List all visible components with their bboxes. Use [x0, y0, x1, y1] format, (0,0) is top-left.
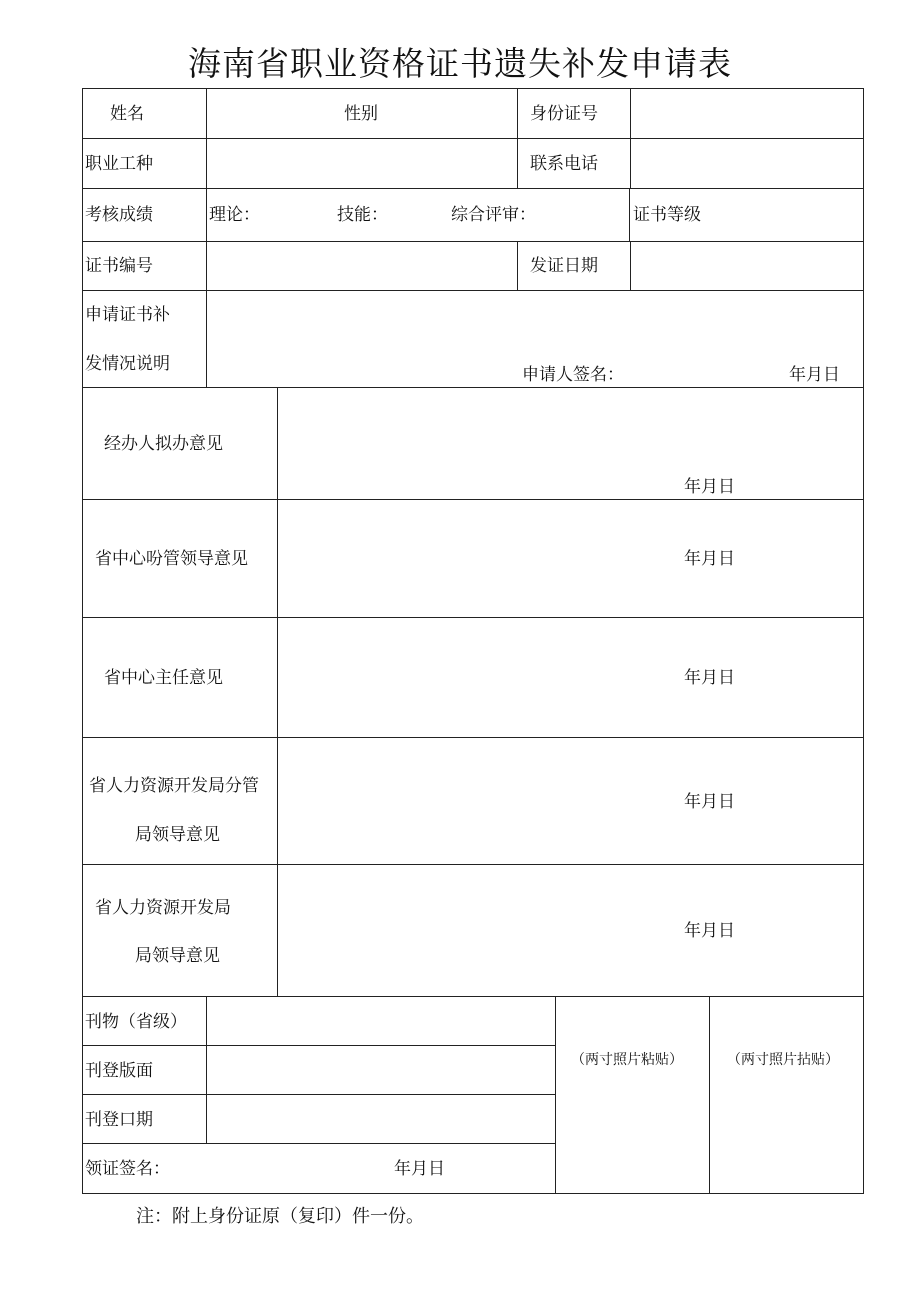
hr-branch-date-label: 年月日 [684, 792, 735, 812]
gender-label: 性别 [344, 104, 378, 124]
issue-date-label: 发证日期 [530, 256, 598, 276]
assessment-label: 考核成绩 [85, 205, 153, 225]
phone-label: 联系电话 [530, 154, 598, 174]
theory-label: 理论： [209, 205, 260, 225]
applicant-sign-label: 申请人签名： [522, 365, 624, 385]
hr-bureau-opinion-line2: 局领导意见 [135, 946, 220, 966]
handler-date-label: 年月日 [684, 477, 735, 497]
id-number-label: 身份证号 [530, 104, 598, 124]
hr-branch-opinion-line2: 局领导意见 [135, 825, 220, 845]
hr-branch-opinion-line1: 省人力资源开发局分管 [89, 776, 259, 796]
publication-label: 刊物（省级） [85, 1012, 187, 1032]
center-director-opinion-label: 省中心主任意见 [104, 668, 223, 688]
reason-label-line2: 发情况说明 [85, 354, 170, 374]
name-label: 姓名 [110, 104, 144, 124]
photo-slot-2: （两寸照片拈贴） [727, 1052, 839, 1068]
cert-level-label: 证书等级 [633, 205, 701, 225]
receiver-date-label: 年月日 [394, 1159, 445, 1179]
applicant-date-label: 年月日 [789, 365, 840, 385]
hr-bureau-opinion-line1: 省人力资源开发局 [95, 898, 231, 918]
center-leader-date-label: 年月日 [684, 549, 735, 569]
receiver-sign-label: 领证签名： [85, 1159, 170, 1179]
hr-bureau-date-label: 年月日 [684, 921, 735, 941]
cert-number-label: 证书编号 [85, 256, 153, 276]
pub-page-label: 刊登版面 [85, 1061, 153, 1081]
center-director-date-label: 年月日 [684, 668, 735, 688]
photo-slot-1: （两寸照片粘贴） [571, 1052, 683, 1068]
comprehensive-label: 综合评审： [451, 205, 536, 225]
center-leader-opinion-label: 省中心吩管领导意见 [95, 549, 248, 569]
pub-date-label: 刊登口期 [85, 1110, 153, 1130]
page-title: 海南省职业资格证书遗失补发申请表 [188, 44, 732, 83]
reason-label-line1: 申请证书补 [85, 305, 170, 325]
footnote: 注：附上身份证原（复印）件一份。 [136, 1206, 424, 1227]
skill-label: 技能： [337, 205, 388, 225]
handler-opinion-label: 经办人拟办意见 [104, 434, 223, 454]
occupation-label: 职业工种 [85, 154, 153, 174]
